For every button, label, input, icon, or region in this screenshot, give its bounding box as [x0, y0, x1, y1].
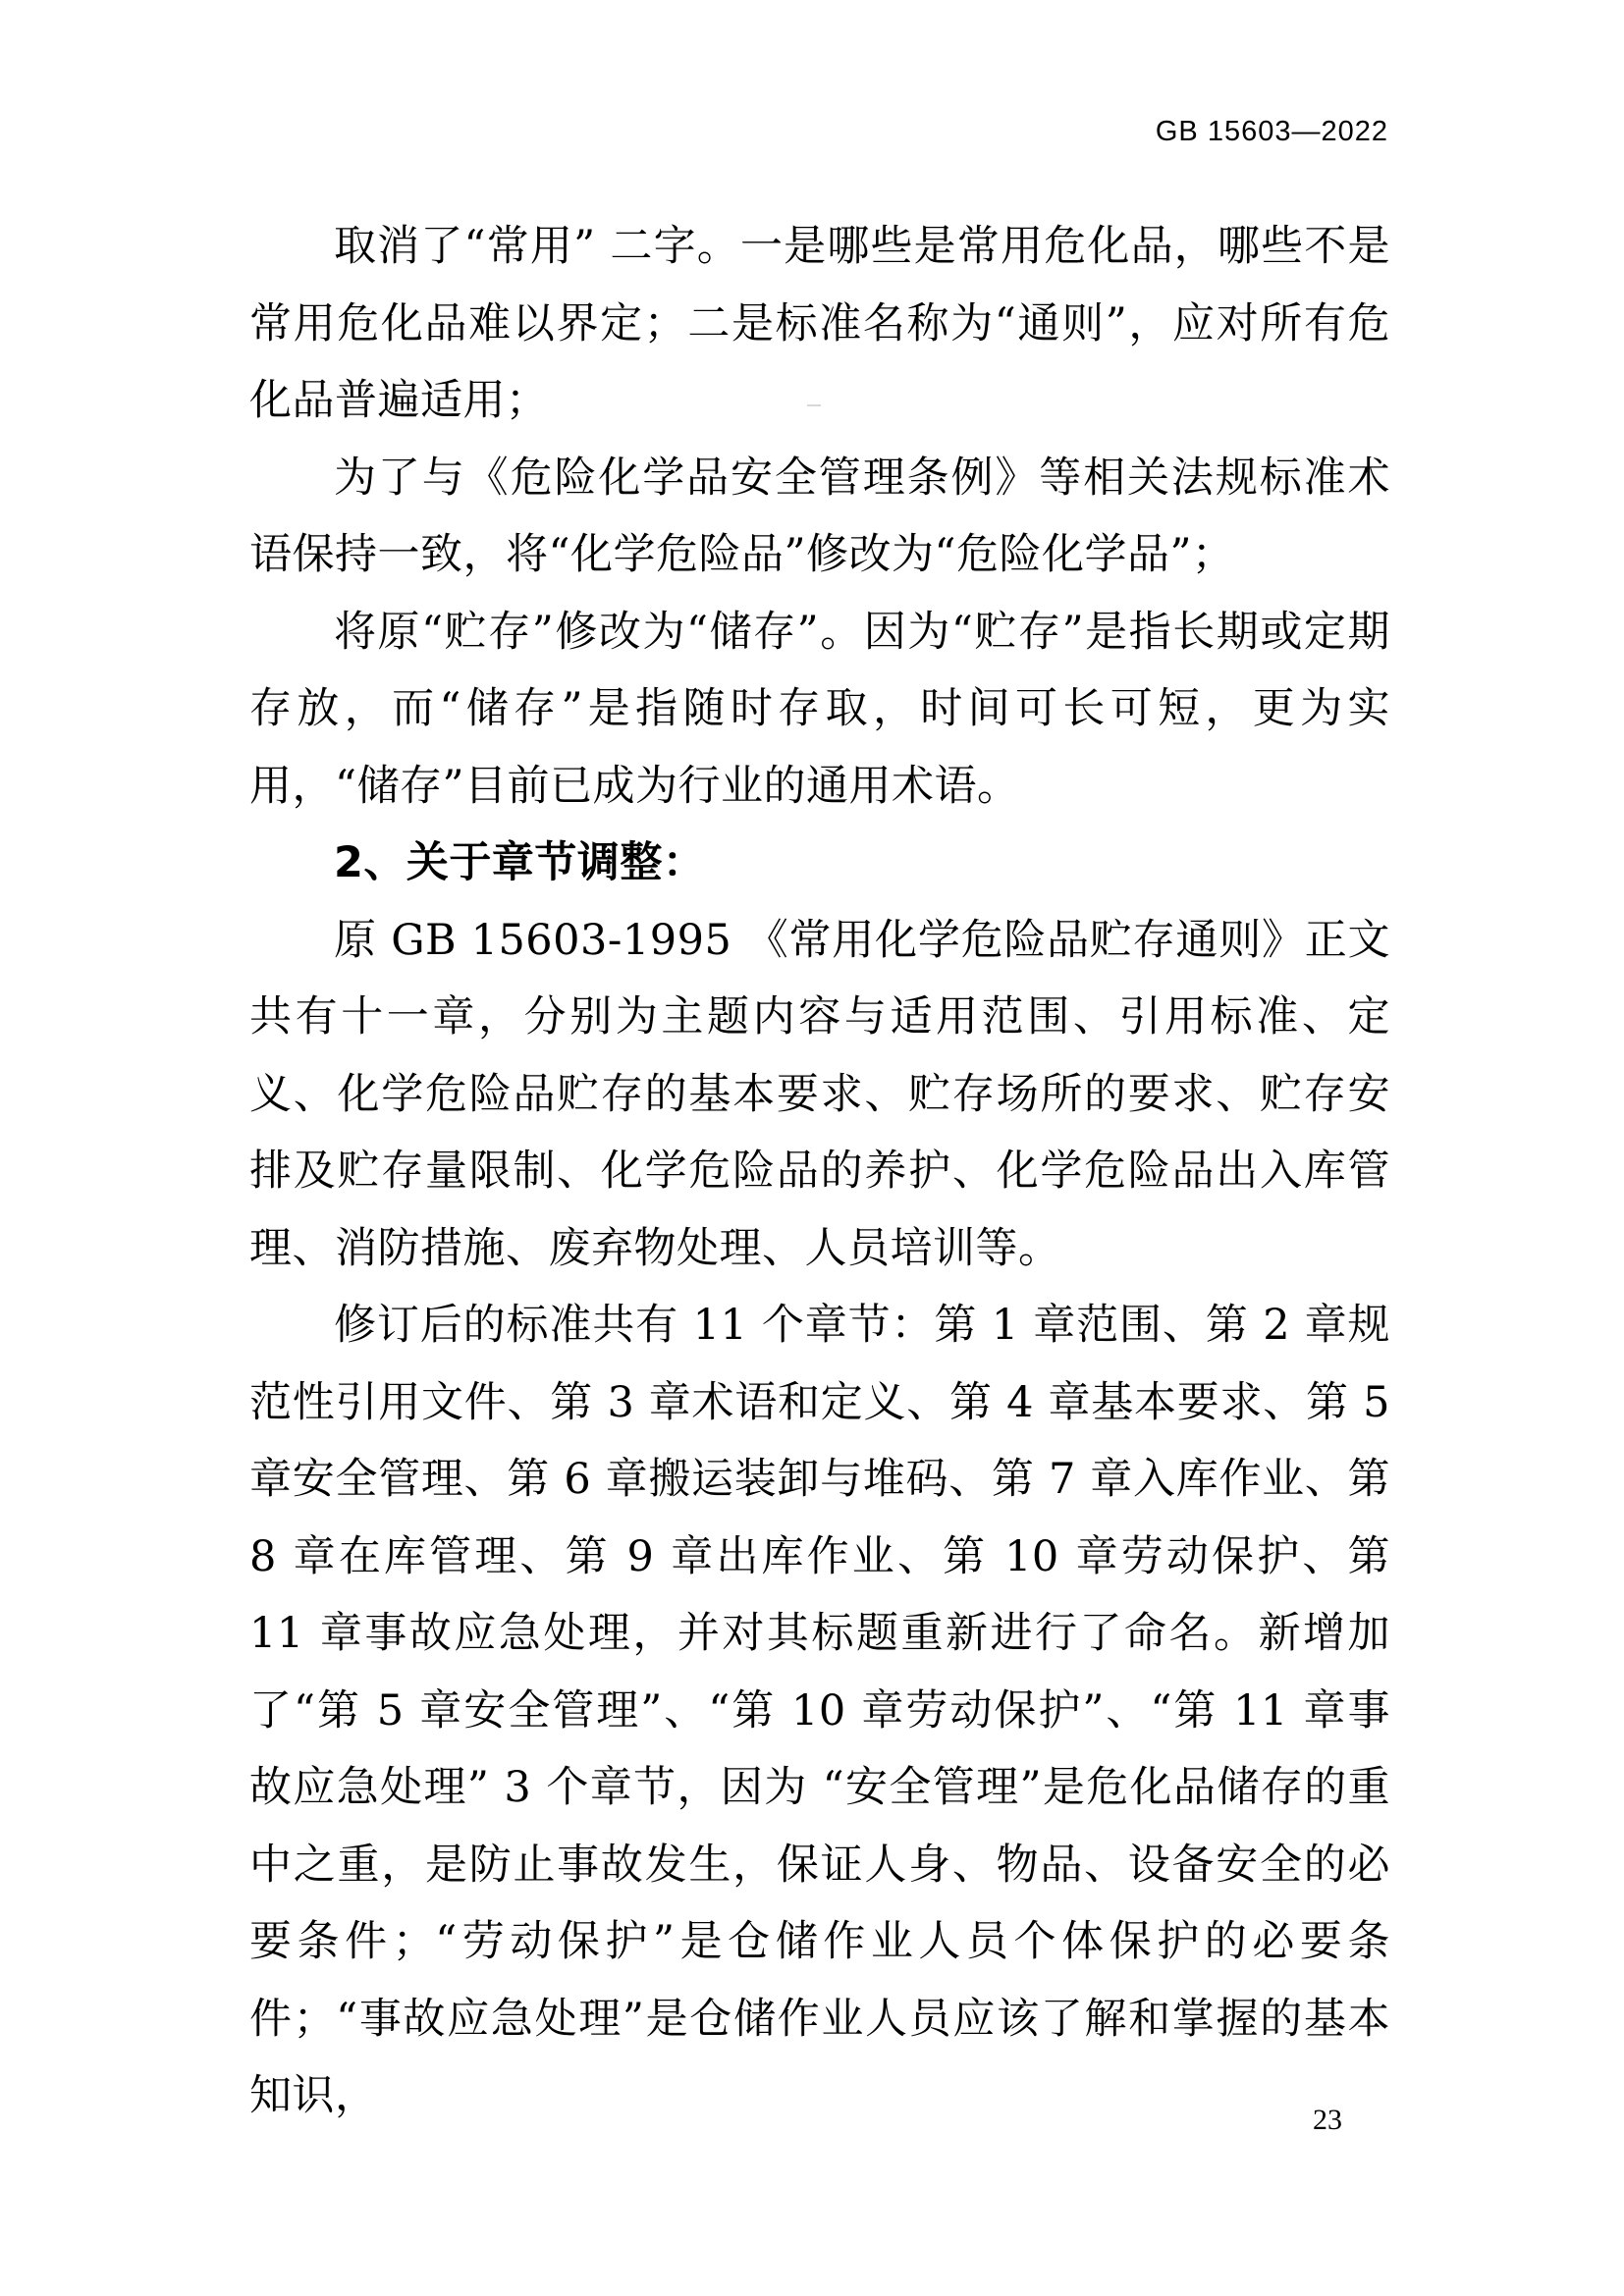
paragraph-remove-common: 取消了“常用” 二字。一是哪些是常用危化品，哪些不是常用危化品难以界定；二是标准名称为“通则”，应对所有危化品普遍适用；: [249, 222, 1390, 425]
paragraph-revised-standard: 修订后的标准共有 11 个章节：第 1 章范围、第 2 章规范性引用文件、第 3 章术语和定义、第 4 章基本要求、第 5 章安全管理、第 6 章搬运装卸与堆码、第 7 章入库作业、第 8 章在库管理、第 9 章出库作业、第 10 章劳动保护、第 11 章事故应急处理，并对其标题重新进行了命名。新增加了“第 5 章安全管理”、“第 10 章劳动保护”、“第 11 章事故应急处理” 3 个章节，因为 “安全管理”是危化品储存的重中之重，是防止事故发生，保证人身、物品、设备安全的必要条件；“劳动保护”是仓储作业人员个体保护的必要条件；“事故应急处理”是仓储作业人员应该了解和掌握的基本知识，: [249, 1301, 1390, 2120]
body-text: [249, 208, 1390, 2135]
standard-header: GB 15603—2022: [1155, 116, 1388, 147]
scan-mark: [807, 404, 821, 406]
page-number: 23: [1313, 2104, 1342, 2136]
section-heading-chapter-adjustment: 2、关于章节调整：: [334, 838, 706, 887]
paragraph-original-standard: 原 GB 15603-1995 《常用化学危险品贮存通则》正文共有十一章，分别为主题内容与适用范围、引用标准、定义、化学危险品贮存的基本要求、贮存场所的要求、贮存安排及贮存量限制、化学危险品的养护、化学危险品出入库管理、消防措施、废弃物处理、人员培训等。: [249, 915, 1390, 1273]
paragraph-terminology-consistency: 为了与《危险化学品安全管理条例》等相关法规标准术语保持一致，将“化学危险品”修改为“危险化学品”；: [249, 453, 1390, 579]
paragraph-storage-term: 将原“贮存”修改为“储存”。因为“贮存”是指长期或定期存放，而“储存”是指随时存取，时间可长可短，更为实用，“储存”目前已成为行业的通用术语。: [249, 607, 1390, 811]
